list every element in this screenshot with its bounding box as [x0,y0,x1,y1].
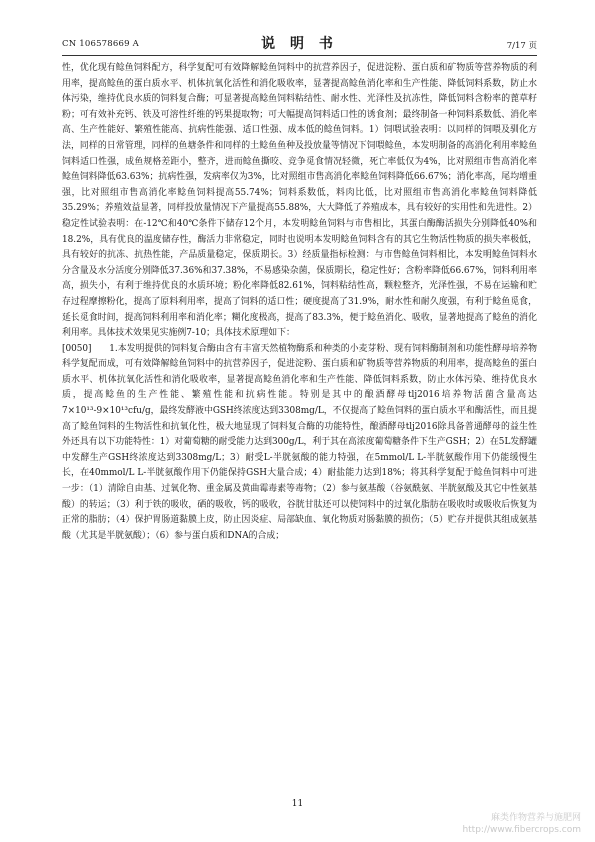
paragraph-text: 1.本发明提供的饲料复合酶由含有丰富天然植物酶系和种类的小麦芽粉、现有饲料酶制剂和功能性酵母培养物科学复配而成，可有效降解鲶鱼饲料中的抗营养因子，促进淀粉、蛋白质和矿物质等营养物质的利用率，提高鲶鱼的蛋白质水平、机体抗氧化活性和消化吸收率，显著提高鲶鱼消化率和生产性能、降低饲料系数，防止水体污染、维持优良水质，提高鲶鱼的生产性能、繁殖性能和抗病性能。特别是其中的酿酒酵母tlj2016培养物活菌含量高达7×10¹³-9×10¹³cfu/g，最终发酵液中GSH终浓度达到3308mg/L，不仅提高了鲶鱼饲料的蛋白质水平和酶活性，而且提高了鲶鱼饲料的生物活性和抗氧化性，极大地显现了饲料复合酶的功能特性，酿酒酵母tlj2016除具备普通酵母的益生性外还具有以下功能特性：1）对葡萄糖的耐受能力达到300g/L，利于其在高浓度葡萄糖条件下生产GSH；2）在5L发酵罐中发酵生产GSH终浓度达到3308mg/L；3）耐受L-半胱氨酸的能力特强，在5mmol/L L-半胱氨酸作用下仍能缓慢生长，在40mmol/L L-半胱氨酸作用下仍能保持GSH大量合成；4）耐盐能力达到18%；将其科学复配于鲶鱼饲料中可进一步：（1）清除自由基、过氧化物、重金属及黄曲霉毒素等毒物；（2）参与氨基酸（谷氨酰氨、半胱氨酸及其它中性氨基酸）的转运；（3）利于铁的吸收，硒的吸收，钙的吸收，谷胱甘肽还可以使饲料中的过氧化脂肪在吸收时或吸收后恢复为正常的脂肪；（4）保护胃肠道黏膜上皮，防止因炎症、局部缺血、氧化物质对肠黏膜的损伤；（5）贮存并提供其组成氨基酸（尤其是半胱氨酸）；（6）参与蛋白质和DNA的合成； [62,343,537,541]
paragraph-number: [0050] [62,343,92,354]
document-title: 说 明 书 [261,36,338,52]
paragraph-0050 [62,342,537,545]
header-divider [62,55,537,56]
watermark-url: http://www.fibercrops.com [462,825,581,835]
patent-number: CN 106578669 A [62,39,139,49]
watermark [462,812,581,836]
document-body [62,61,537,780]
page-number: 11 [291,799,304,809]
watermark-site-name: 麻类作物营养与施肥网 [490,813,581,823]
paragraph-continuation: 性，优化现有鲶鱼饲料配方，科学复配可有效降解鲶鱼饲料中的抗营养因子，促进淀粉、蛋白质和矿物质等营养物质的利用率，提高鲶鱼的蛋白质水平、机体抗氧化活性和消化吸收率，显著提高鲶鱼消化率和生产性能、降低饲料系数，防止水体污染，维持优良水质的饲料复合酶；可显著提高鲶鱼饲料粘结性、耐水性、光泽性及抗冻性，降低饲料含粉率的蓖草籽粉；可有效补充钙、铁及可溶性纤维的钙果提取物；可大幅提高饲料适口性的诱食剂；最终制备一种饲料系数低、消化率高、生产性能好、繁殖性能高、抗病性能强、适口性强、成本低的鲶鱼饲料。1）饲喂试验表明：以同样的饲喂及驯化方法，同样的日常管理，同样的鱼塘条件和同样的土鲶鱼鱼种及投放量等情况下饲喂鲶鱼，本发明制备的高消化利用率鲶鱼饲料适口性强，成鱼规格差距小，整齐，进而鲶鱼撕咬、竞争觅食情况轻微，死亡率低仅为4%，比对照组市售高消化率鲶鱼饲料降低63.63%；抗病性强，发病率仅为3%，比对照组市售高消化率鲶鱼饲料降低66.67%；消化率高，尾均增重强，比对照组市售高消化率鲶鱼饲料提高55.74%；饲料系数低，料肉比低，比对照组市售高消化率鲶鱼饲料降低35.29%；养殖效益显著，同样投放量情况下产量提高55.88%，大大降低了养殖成本，具有较好的实用性和先进性。2）稳定性试验表明：在-12℃和40℃条件下储存12个月，本发明鲶鱼饲料与市售相比，其蛋白酶酶活损失分别降低40%和18.2%，具有优良的温度储存性，酶活力非常稳定，同时也说明本发明鲶鱼饲料含有的其它生物活性物质的损失率极低，具有较好的抗冻、抗热性能，产品质量稳定，保质期长。3）经质量指标检测：与市售鲶鱼饲料相比，本发明鲶鱼饲料水分含量及水分活度分别降低37.36%和37.38%，不易感染杂菌，保质期长，稳定性好；含粉率降低66.67%，饲料利用率高，损失小，有利于维持优良的水质环境；粉化率降低82.61%，饲料粘结性高，颗粒整齐，光泽性强，不易在运输和贮存过程摩擦粉化，提高了原料利用率，提高了饲料的适口性；硬度提高了31.9%，耐水性和耐久度强，有利于鲶鱼觅食，延长觅食时间，提高饲料利用率和消化率；糊化度极高，提高了83.3%，便于鲶鱼消化、吸收，显著地提高了鲶鱼的消化利用率。具体技术效果见实施例7-10；具体技术原理如下： [62,63,537,339]
page-indicator: 7/17 页 [506,41,537,51]
page-header [62,31,537,53]
